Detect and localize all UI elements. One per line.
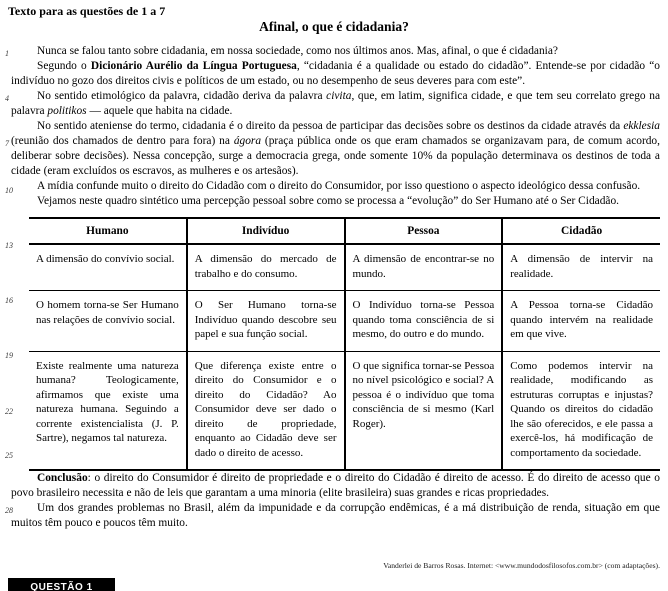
paragraph-2 <box>11 59 660 89</box>
final-paragraph: Um dos grandes problemas no Brasil, além da impunidade e da corrupção endêmicas, é a má distribuição de renda, situação em que muitos têm pouco e poucos têm muito. <box>11 502 660 529</box>
table-cell: O que significa tornar-se Pessoa no nível psicológico e social? A pessoa é o indivíduo que toma consciência de si mesmo (Karl Roger). <box>345 351 503 470</box>
latin-term-civita: civita <box>326 90 352 102</box>
table-cell: A dimensão de intervir na realidade. <box>502 244 660 291</box>
evolution-table-head <box>29 218 660 244</box>
paragraph-4 <box>11 119 660 179</box>
table-header-individuo: Indivíduo <box>187 218 345 244</box>
line-number: 1 <box>5 49 9 58</box>
table-row <box>29 244 660 291</box>
text-reference-heading: Texto para as questões de 1 a 7 <box>8 4 166 18</box>
paragraph-3-text: — aquele que habita na cidade. <box>86 105 233 117</box>
table-cell: A dimensão do mercado de trabalho e do consumo. <box>187 244 345 291</box>
dictionary-name-bold: Dicionário Aurélio da Língua Portuguesa <box>90 60 297 72</box>
line-number: 13 <box>5 241 13 250</box>
greek-term-politikos: politikos <box>47 105 87 117</box>
table-header-pessoa: Pessoa <box>345 218 503 244</box>
conclusion-lead-bold: Conclusão <box>37 472 88 484</box>
table-cell: A dimensão do convívio social. <box>36 253 175 265</box>
table-cell: Existe realmente uma natureza humana? Teologicamente, afirmamos que existe uma natureza humana. Seguindo a corrente existencialista (J. P. Sartre), negamos tal natureza. <box>29 351 187 470</box>
line-number: 22 <box>5 407 13 416</box>
conclusion-text: : o direito do Consumidor é direito de propriedade e o direito do Cidadão é direito de acesso. É do direito de acesso que o povo brasileiro necessita e não de leis que garantam a uma minoria (elite brasileira) suas grandes e ricas propriedades. <box>11 472 660 499</box>
paragraph-3 <box>11 89 660 119</box>
article-title: Afinal, o que é cidadania? <box>259 19 409 34</box>
paragraph-4-text: (praça pública onde os que eram chamados se organizavam para, de comum acordo, deliberar sobre decisões). Nessa concepção, surge a democracia grega, onde somente 10% da população determinava os destinos de toda a cidade (eram excluídos os escravos, as mulheres e os artesãos). <box>11 135 660 177</box>
paragraph-4-text: (reunião dos chamados de dentro para fora) na <box>11 135 234 147</box>
table-header-row <box>29 218 660 244</box>
paragraph-1: Nunca se falou tanto sobre cidadania, em nossa sociedade, como nos últimos anos. Mas, afinal, o que é cidadania? <box>37 45 558 57</box>
line-number: 25 <box>5 451 13 460</box>
table-cell: A dimensão de encontrar-se no mundo. <box>345 244 503 291</box>
paragraph-6: Vejamos neste quadro sintético uma percepção pessoal sobre como se processa a “evolução” do Ser Humano até o Ser Cidadão. <box>37 195 619 207</box>
table-row <box>29 351 660 470</box>
table-cell: Que diferença existe entre o direito do Consumidor e o direito do Cidadão? Ao Consumidor deve ser dado o direito de propriedade, enquanto ao Cidadão deve ser dado o direito de acesso. <box>187 351 345 470</box>
paragraph-5: A mídia confunde muito o direito do Cidadão com o direito do Consumidor, por isso questiono o aspecto ideológico dessa confusão. <box>37 180 641 192</box>
line-number: 10 <box>5 186 13 195</box>
question-1-badge: QUESTÃO 1 <box>8 578 115 591</box>
source-citation: Vanderlei de Barros Rosas. Internet: <www.mundodosfilosofos.com.br> (com adaptações). <box>383 561 660 570</box>
table-header-humano: Humano <box>29 218 187 244</box>
line-number: 28 <box>5 506 13 515</box>
paragraph-3-text: , que, em latim, significa cidade, e que tem seu correlato grego na palavra <box>11 90 660 117</box>
table-cell: A Pessoa torna-se Cidadão quando intervém na realidade em que vive. <box>502 291 660 352</box>
table-header-cidadao: Cidadão <box>502 218 660 244</box>
table-cell: O homem torna-se Ser Humano nas relações de convívio social. <box>29 291 187 352</box>
paragraph-3-text: No sentido etimológico da palavra, cidadão deriva da palavra <box>37 90 327 102</box>
conclusion-paragraph <box>11 471 660 501</box>
paragraph-4-text: No sentido ateniense do termo, cidadania é o direito da pessoa de participar das decisões sobre os destinos da cidade através da <box>37 120 624 132</box>
evolution-table-body <box>29 244 660 470</box>
line-number: 19 <box>5 351 13 360</box>
table-cell: Como podemos intervir na realidade, modificando as estruturas corruptas e injustas? Quando os direitos do cidadão lhe são oferecidos, e ele passa a exercê-los, há modificação de comportamento da sociedade. <box>502 351 660 470</box>
table-cell: O Ser Humano torna-se Indivíduo quando descobre seu papel e sua função social. <box>187 291 345 352</box>
greek-term-agora: ágora <box>233 135 262 147</box>
line-number: 4 <box>5 94 9 103</box>
table-row <box>29 291 660 352</box>
table-cell: O Indivíduo torna-se Pessoa quando toma consciência de si mesmo, do outro e do mundo. <box>345 291 503 352</box>
paragraph-2-text: Segundo o <box>37 60 91 72</box>
article-body <box>11 44 660 531</box>
line-number: 16 <box>5 296 13 305</box>
greek-term-ekklesia: ekklesia <box>623 120 660 132</box>
evolution-table <box>29 217 660 471</box>
line-number: 7 <box>5 139 9 148</box>
paragraph-2-text: , “cidadania é a qualidade ou estado do cidadão”. Entende-se por cidadão “o indivíduo no gozo dos direitos civis e políticos de um estado, ou no desempenho de seus deveres para com este”. <box>11 60 660 87</box>
